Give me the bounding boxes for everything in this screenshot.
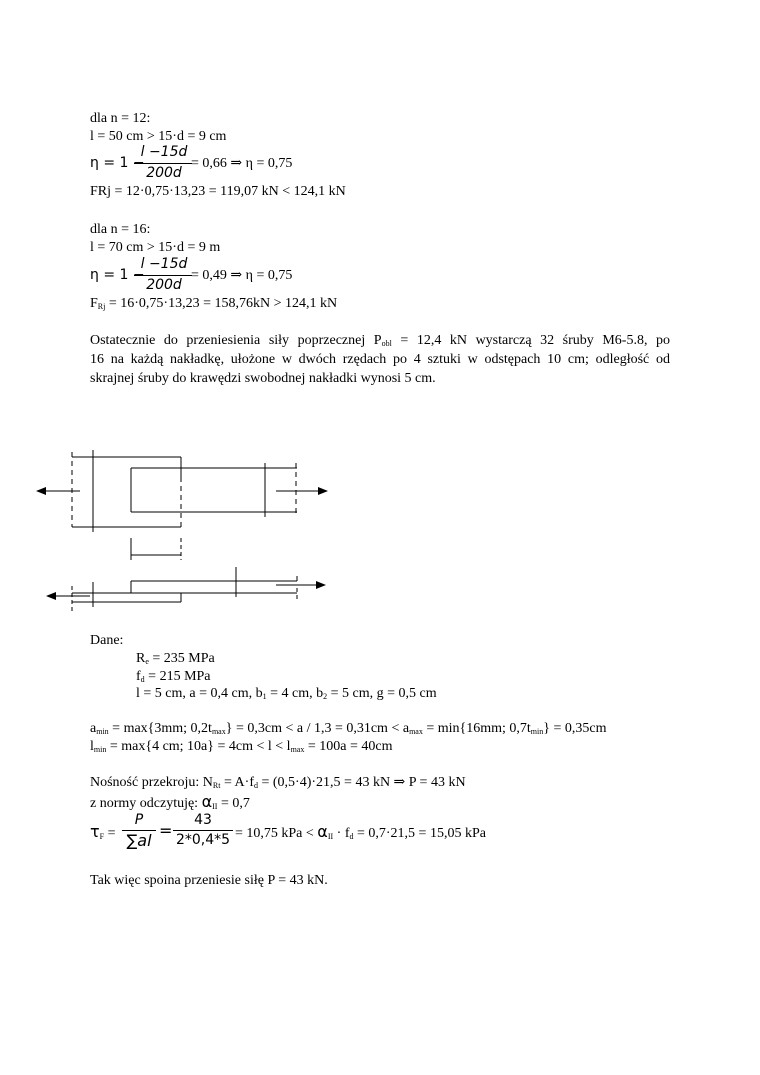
capacity-subscript: Rj <box>97 302 106 311</box>
tau-frac2-equals: = <box>159 821 173 840</box>
tau-frac2-bar <box>173 830 233 831</box>
alpha-line: z normy odczytuję: $\alpha_{II} = 0,7$ <box>90 792 250 811</box>
capacity-line: Nośność przekroju: $N_{Rt} = A\cdot f_d = (0,5\cdot 4)\cdot 21,5 = 43$ kN ⇒ P = 43 kN <box>90 775 466 790</box>
eta-prefix-n16: η = 1 − <box>90 267 145 283</box>
side-arrow-head-left <box>46 592 56 600</box>
eta-result-n12: = 0,66 ⇒ η = 0,75 <box>191 156 293 171</box>
tau-frac1-denominator: ∑al <box>126 831 152 850</box>
tau-frac1-numerator: P <box>134 812 144 828</box>
capacity-n12: FRj = 12·0,75·13,23 = 119,07 kN < 124,1 kN <box>90 184 346 199</box>
tau-result: = 10,75 kPa < $\alpha_{II} \cdot f_d = 0,7\cdot 21,5 = 15,05$ kPa <box>235 822 486 841</box>
conclusion-line-2: 16 na każdą nakładkę, ułożone w dwóch rzędach po 4 sztuki w odstępach 10 cm; odległość od <box>90 352 670 367</box>
eta-result-n16: = 0,49 ⇒ η = 0,75 <box>191 268 293 283</box>
tau-frac2-numerator: 43 <box>194 812 212 828</box>
eta-denominator-n12: 200d <box>146 165 182 181</box>
l-limits-line: $l_{min} = \max\{4$ cm; $10a\} = 4cm < l < l_{max} = 100a = 40cm$ <box>90 739 393 754</box>
a-limits-line: $a_{min} = \max\{3mm$; $0,2t_{max}\} = 0,3cm < a / 1,3 = 0,31cm < a_{max} = \min\{16mm$; $0,7t_{min}\} = 0,35cm$ <box>90 721 607 736</box>
given-heading: Dane: <box>90 633 124 648</box>
tau-lhs: $\tau_F$ = <box>90 822 116 841</box>
tau-frac2-denominator: 2*0,4*5 <box>175 832 231 848</box>
length-check-n16: l = 70 cm > 15·d = 9 m <box>90 240 221 255</box>
conclusion-line-3: skrajnej śruby do krawędzi swobodnej nakładki wynosi 5 cm. <box>90 371 436 386</box>
conclusion-line-1: Ostatecznie do przeniesienia siły poprzecznej $P_{obl} = 12,4$ kN wystarczą 32 śruby M6-5.8, po <box>90 333 671 348</box>
arrow-head-right <box>318 487 328 495</box>
heading-n12: dla n = 12: <box>90 111 151 126</box>
final-statement: Tak więc spoina przeniesie siłę P = 43 kN. <box>90 873 328 888</box>
re-line: $R_e = 235$ MPa <box>136 651 215 666</box>
arrow-head-left <box>36 487 46 495</box>
heading-n16: dla n = 16: <box>90 222 151 237</box>
eta-numerator-n12: l −15d <box>140 144 188 160</box>
side-arrow-head-right <box>316 581 326 589</box>
capacity-expression: = 16·0,75·13,23 = 158,76kN > 124,1 kN <box>105 296 338 311</box>
length-check-n12: l = 50 cm > 15·d = 9 cm <box>90 129 227 144</box>
dimensions-line: l = 5 cm, a = 0,4 cm, $b_1 = 4$ cm, $b_2 = 5$ cm, g = 0,5 cm <box>136 686 437 701</box>
capacity-symbol: F <box>90 296 98 311</box>
eta-denominator-n16: 200d <box>146 277 182 293</box>
eta-numerator-n16: l −15d <box>140 256 188 272</box>
eta-prefix-n12: η = 1 − <box>90 155 145 171</box>
fd-line: $f_d = 215$ MPa <box>136 669 211 684</box>
